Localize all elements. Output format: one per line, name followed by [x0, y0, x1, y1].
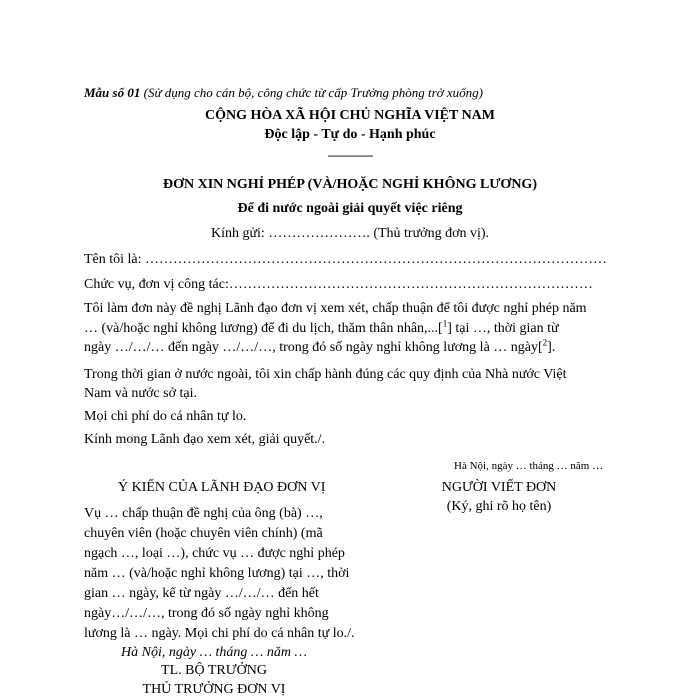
leader-opinion-line: ngạch …, loại …), chức vụ … được nghỉ phép [84, 546, 345, 561]
leader-date: Hà Nội, ngày … tháng … năm … [121, 645, 307, 660]
form-usage: (Sử dụng cho cán bộ, công chức từ cấp Trưởng phòng trở xuống) [143, 85, 483, 100]
header-rule: --------------- [327, 148, 373, 162]
leader-opinion-line: lương là … ngày. Mọi chi phí do cá nhân tự lo./. [84, 626, 355, 641]
request-paragraph-line-2 [84, 320, 559, 338]
leader-opinion-line: ngày…/…/…, trong đó số ngày nghỉ không [84, 606, 329, 621]
national-motto: Độc lập - Tự do - Hạnh phúc [264, 127, 436, 142]
leader-opinion-line: chuyên viên (hoặc chuyên viên chính) (mã [84, 526, 323, 541]
form-number: Mẫu số 01 [84, 85, 141, 100]
footnote-ref-1[interactable]: 1 [442, 318, 448, 329]
request-text-part: ]. [547, 340, 556, 355]
document-subtitle: Để đi nước ngoài giải quyết việc riêng [237, 201, 463, 216]
signer-title-1: TL. BỘ TRƯỞNG [161, 663, 267, 678]
recipient-line: Kính gửi: …………………. (Thủ trưởng đơn vị). [210, 226, 490, 241]
footnote-ref-2[interactable]: 2 [542, 337, 548, 348]
leader-opinion-heading: Ý KIẾN CỦA LÃNH ĐẠO ĐƠN VỊ [118, 480, 326, 495]
name-line: Tên tôi là: ……………………………………………………………………………………… [84, 252, 608, 267]
applicant-date: Hà Nội, ngày … tháng … năm … [454, 460, 604, 472]
closing-line: Kính mong Lãnh đạo xem xét, giải quyết./. [84, 432, 326, 447]
request-paragraph-line-1: Tôi làm đơn này đề nghị Lãnh đạo đơn vị xem xét, chấp thuận để tôi được nghỉ phép năm [84, 301, 587, 316]
position-line: Chức vụ, đơn vị công tác:…………………………………………………………………… [84, 277, 593, 292]
expense-line: Mọi chi phí do cá nhân tự lo. [84, 409, 247, 424]
request-text-part: … (và/hoặc nghỉ không lương) để đi du lịch, thăm thân nhân,...[ [84, 321, 443, 336]
request-paragraph-line-3 [84, 339, 555, 357]
commitment-line-2: Nam và nước sở tại. [84, 386, 197, 401]
leader-opinion-line: năm … (và/hoặc nghỉ không lương) tại …, thời [84, 566, 350, 581]
document-title: ĐƠN XIN NGHỈ PHÉP (VÀ/HOẶC NGHỈ KHÔNG LƯƠNG) [163, 177, 537, 192]
applicant-sign-note: (Ký, ghi rõ họ tên) [446, 499, 552, 514]
form-label [84, 84, 483, 102]
request-text-part: ] tại …, thời gian từ [447, 321, 559, 336]
request-text-part: ngày …/…/… đến ngày …/…/…, trong đó số ngày nghỉ không lương là … ngày[ [84, 340, 543, 355]
leader-opinion-line: gian … ngày, kể từ ngày …/…/… đến hết [84, 586, 319, 601]
leader-opinion-line: Vụ … chấp thuận đề nghị của ông (bà) …, [84, 506, 323, 521]
country-name: CỘNG HÒA XÃ HỘI CHỦ NGHĨA VIỆT NAM [204, 108, 495, 123]
signer-title-2: THỦ TRƯỞNG ĐƠN VỊ [142, 682, 286, 697]
applicant-heading: NGƯỜI VIẾT ĐƠN [441, 480, 557, 495]
commitment-line-1: Trong thời gian ở nước ngoài, tôi xin chấp hành đúng các quy định của Nhà nước Việt [84, 367, 567, 382]
